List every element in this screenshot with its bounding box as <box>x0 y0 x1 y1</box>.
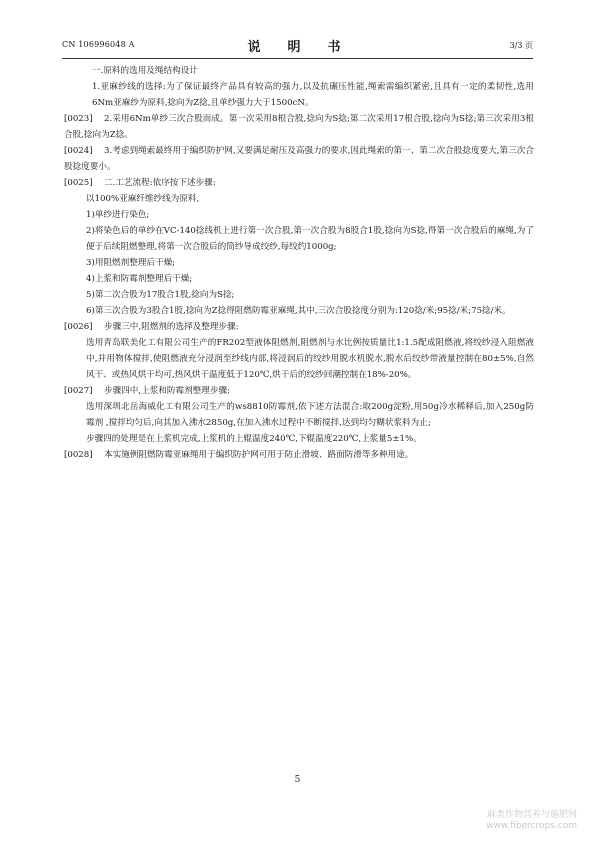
header-divider <box>62 58 533 59</box>
patent-number: CN 106996048 A <box>62 40 135 49</box>
document-title: 说 明 书 <box>247 40 348 55</box>
paragraph-raw-material: 以100%亚麻纤维纱线为原料, <box>86 194 200 204</box>
paragraph-yarn-selection: 1.亚麻纱线的选择:为了保证最终产品具有较高的强力,以及抗碾压性能,绳索需编织紧密,且具有一定的柔韧性,选用6Nm亚麻纱为原料,捻向为Z捻,且单纱强力大于1500cN。 <box>92 82 534 108</box>
paragraph-0027: [0027] 步骤四中,上浆和防霉剂整理步骤: <box>64 386 230 396</box>
paragraph-0023: [0023] 2.采用6Nm单纱三次合股而成。第一次采用8根合股,捻向为S捻;第二次采用17根合股,捻向为S捻;第三次采用3根合股,捻向为Z捻。 <box>64 114 534 140</box>
paragraph-flame-retardant: 选用青岛联美化工有限公司生产的FR202型液体阻燃剂,阻燃剂与水比例按质量比1:1.5配成阻燃液,将绞纱浸入阻燃液中,并用物体搅拌,使阻燃液充分浸润至纱线内部,将浸润后的绞纱用脱水机脱水,脱水后绞纱带液量控制在80±5%,自然风干、或热风烘干均可,热风烘干温度低于120℃,烘干后的绞纱回潮控制在18%-20%。 <box>86 338 534 380</box>
description-body <box>64 63 534 463</box>
paragraph-0026: [0026] 步骤三中,阻燃剂的选择及整理步骤: <box>64 322 239 332</box>
paragraph-sizing: 步骤四的处理是在上浆机完成,上浆机的上辊温度240℃,下辊温度220℃,上浆量5±1%。 <box>86 434 422 444</box>
page-header <box>62 34 533 56</box>
watermark-title: 麻类作物营养与施肥网 <box>486 810 577 820</box>
watermark-url: www.fibercrops.com <box>486 821 577 831</box>
step-6: 6)第三次合股为3股合1股,捻向为Z捻得阻燃防霉亚麻绳,其中,三次合股捻度分别为:120捻/米;95捻/米;75捻/米。 <box>86 306 511 316</box>
page-indicator: 3/3 页 <box>509 41 533 50</box>
step-2: 2)将染色后的单纱在VC-140捻线机上进行第一次合股,第一次合股为8股合1股,捻向为S捻,得第一次合股后的麻绳,为了便于后续阻燃整理,将第一次合股后的筒纱导成绞纱,每绞约1000g; <box>86 226 534 252</box>
paragraph-0024: [0024] 3.考虑到绳索最终用于编织防护网,又要满足耐压及高强力的要求,因此绳索的第一、第二次合股捻度要大,第三次合股捻度要小。 <box>64 146 534 172</box>
section-heading-materials: 一.原料的选用及绳结构设计 <box>92 66 198 76</box>
step-1: 1)单纱进行染色; <box>86 210 150 220</box>
step-5: 5)第二次合股为17股合1股,捻向为S捻; <box>86 290 235 300</box>
paragraph-0028: [0028] 本实施例阻燃防霉亚麻绳用于编织防护网可用于防止滑坡、路面防滑等多种用途。 <box>64 450 414 460</box>
step-3: 3)用阻燃剂整理后干燥; <box>86 258 176 268</box>
site-watermark <box>486 810 577 832</box>
paragraph-antimildew: 选用深圳北岳海威化工有限公司生产的ws8810防霉剂,依下述方法混合:取200g淀粉,用50g冷水稀释后,加入250g防霉剂 ,搅拌均匀后,向其加入沸水2850g,在加入沸水过程中不断搅拌,达到均匀糊状浆料为止; <box>86 402 534 428</box>
page-number: 5 <box>294 775 301 785</box>
paragraph-0025: [0025] 二.工艺流程:依序按下述步骤: <box>64 178 216 188</box>
step-4: 4)上浆和防霉剂整理后干燥; <box>86 274 193 284</box>
